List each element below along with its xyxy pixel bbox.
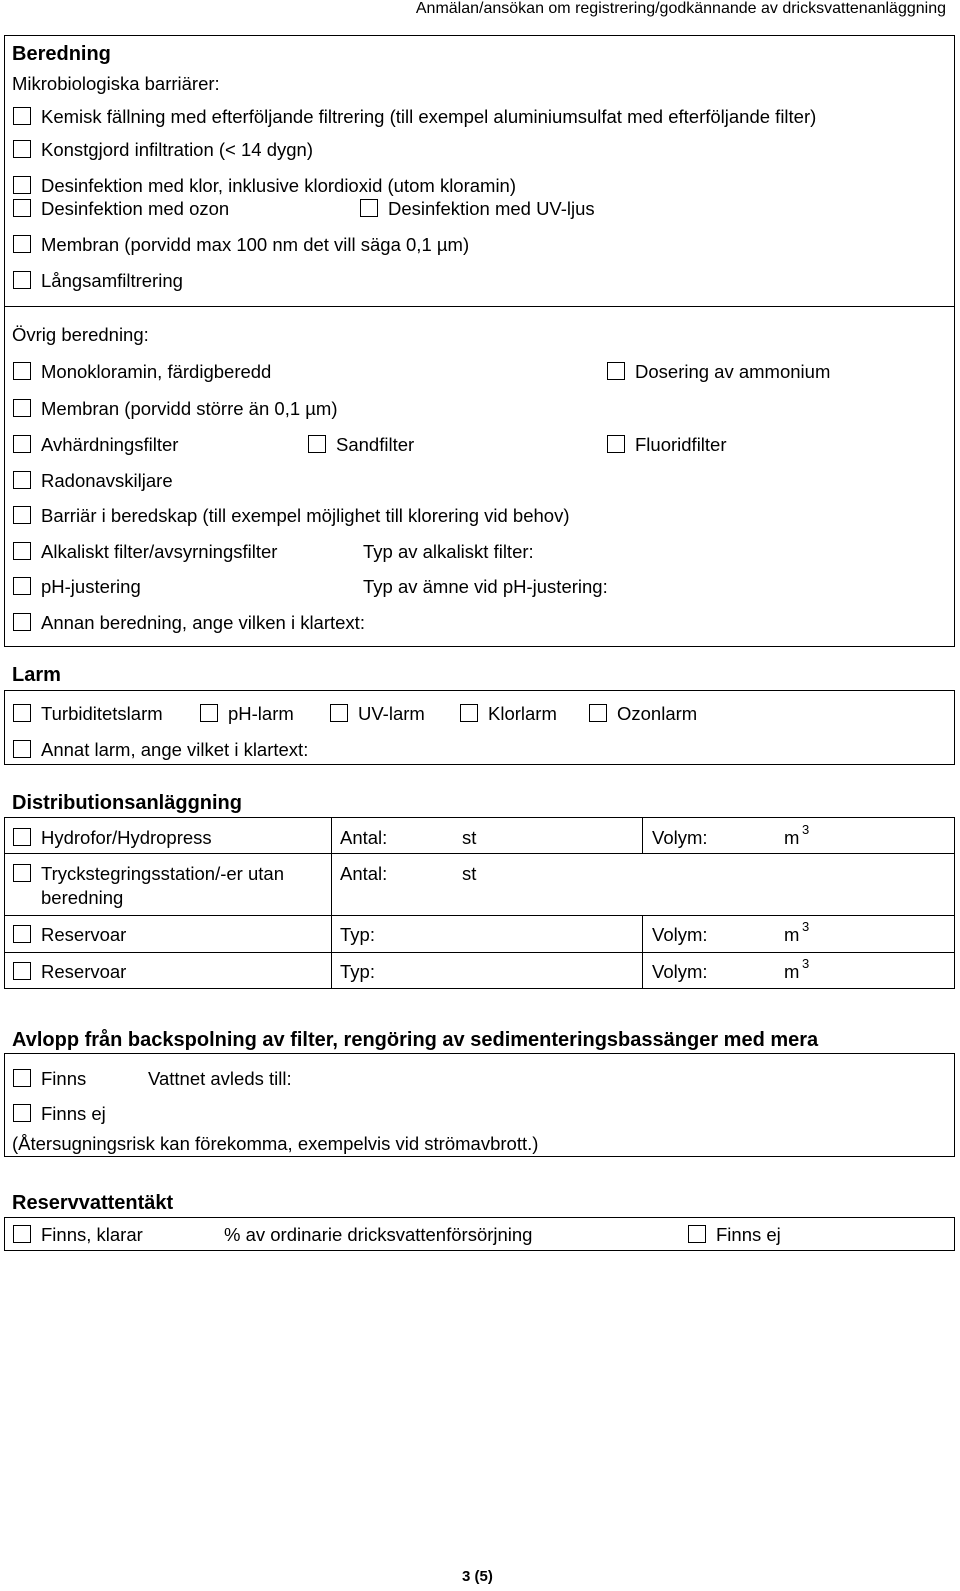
volym-label: Volym: [652, 961, 708, 982]
checkbox-ph-justering[interactable] [13, 577, 31, 595]
checkbox-fluoridfilter[interactable] [607, 435, 625, 453]
kemisk-fallning-label: Kemisk fällning med efterföljande filtrering (till exempel aluminiumsulfat med efterföljande filter) [41, 106, 817, 127]
sandfilter-label: Sandfilter [336, 434, 415, 455]
table-row-divider [4, 915, 955, 916]
table-column-divider [642, 817, 643, 853]
checkbox-avhardningsfilter[interactable] [13, 435, 31, 453]
other-treatment-label: Övrig beredning: [12, 324, 149, 345]
volym-label: Volym: [652, 924, 708, 945]
checkbox-klorlarm[interactable] [460, 704, 478, 722]
checkbox-reserv-finns-ej[interactable] [688, 1225, 706, 1243]
vattnet-avleds-label: Vattnet avleds till: [148, 1068, 292, 1089]
checkbox-sandfilter[interactable] [308, 435, 326, 453]
checkbox-langsamfiltrering[interactable] [13, 271, 31, 289]
reservoar-label: Reservoar [41, 924, 127, 945]
desinfektion-klor-label: Desinfektion med klor, inklusive klordioxid (utom kloramin) [41, 175, 517, 196]
barriar-beredskap-label: Barriär i beredskap (till exempel möjlighet till klorering vid behov) [41, 505, 570, 526]
larm-title: Larm [12, 664, 61, 686]
reserv-finns-label: Finns, klarar [41, 1224, 143, 1245]
divider [4, 306, 955, 307]
checkbox-tryckstegring[interactable] [13, 864, 31, 882]
alkaliskt-filter-label: Alkaliskt filter/avsyrningsfilter [41, 541, 278, 562]
typ-label: Typ: [340, 924, 375, 945]
desinfektion-uv-label: Desinfektion med UV-ljus [388, 198, 595, 219]
checkbox-desinfektion-klor[interactable] [13, 176, 31, 194]
distribution-title: Distributionsanläggning [12, 792, 242, 814]
checkbox-konstgjord-infiltration[interactable] [13, 140, 31, 158]
annan-beredning-label: Annan beredning, ange vilken i klartext: [41, 612, 365, 633]
checkbox-monokloramin[interactable] [13, 362, 31, 380]
page-number: 3 (5) [462, 1568, 493, 1585]
unit-m: m [784, 827, 800, 848]
avlopp-finns-ej-label: Finns ej [41, 1103, 106, 1124]
checkbox-kemisk-fallning[interactable] [13, 107, 31, 125]
uv-larm-label: UV-larm [358, 703, 425, 724]
avhardningsfilter-label: Avhärdningsfilter [41, 434, 179, 455]
checkbox-membran-max[interactable] [13, 235, 31, 253]
checkbox-alkaliskt-filter[interactable] [13, 542, 31, 560]
desinfektion-ozon-label: Desinfektion med ozon [41, 198, 230, 219]
checkbox-uv-larm[interactable] [330, 704, 348, 722]
beredning-title: Beredning [12, 43, 111, 65]
turbiditetslarm-label: Turbiditetslarm [41, 703, 163, 724]
table-row-divider [4, 952, 955, 953]
checkbox-annan-beredning[interactable] [13, 613, 31, 631]
tryckstegring-label-cont: beredning [41, 887, 124, 908]
checkbox-desinfektion-ozon[interactable] [13, 199, 31, 217]
ph-substance-label: Typ av ämne vid pH-justering: [363, 576, 608, 597]
unit-m: m [784, 961, 800, 982]
hydrofor-label: Hydrofor/Hydropress [41, 827, 212, 848]
checkbox-desinfektion-uv[interactable] [360, 199, 378, 217]
fluoridfilter-label: Fluoridfilter [635, 434, 727, 455]
checkbox-avlopp-finns-ej[interactable] [13, 1104, 31, 1122]
ph-justering-label: pH-justering [41, 576, 141, 597]
checkbox-radonavskiljare[interactable] [13, 471, 31, 489]
checkbox-ph-larm[interactable] [200, 704, 218, 722]
reserv-title: Reservvattentäkt [12, 1192, 174, 1214]
typ-label: Typ: [340, 961, 375, 982]
dosering-ammonium-label: Dosering av ammonium [635, 361, 831, 382]
membran-storre-label: Membran (porvidd större än 0,1 µm) [41, 398, 338, 419]
tryckstegring-label: Tryckstegringsstation/-er utan [41, 863, 284, 884]
table-column-divider [331, 817, 332, 989]
klorlarm-label: Klorlarm [488, 703, 557, 724]
checkbox-reservoar[interactable] [13, 925, 31, 943]
unit-exponent: 3 [802, 956, 810, 971]
reserv-finns-ej-label: Finns ej [716, 1224, 781, 1245]
checkbox-barriar-beredskap[interactable] [13, 506, 31, 524]
micro-barriers-label: Mikrobiologiska barriärer: [12, 73, 220, 94]
table-column-divider [642, 915, 643, 989]
checkbox-dosering-ammonium[interactable] [607, 362, 625, 380]
checkbox-turbiditetslarm[interactable] [13, 704, 31, 722]
checkbox-annat-larm[interactable] [13, 740, 31, 758]
checkbox-avlopp-finns[interactable] [13, 1069, 31, 1087]
monokloramin-label: Monokloramin, färdigberedd [41, 361, 272, 382]
volym-label: Volym: [652, 827, 708, 848]
alkaline-type-label: Typ av alkaliskt filter: [363, 541, 534, 562]
running-header: Anmälan/ansökan om registrering/godkännande av dricksvattenanläggning [415, 0, 946, 17]
annat-larm-label: Annat larm, ange vilket i klartext: [41, 739, 309, 760]
checkbox-membran-storre[interactable] [13, 399, 31, 417]
reservoar-label: Reservoar [41, 961, 127, 982]
ozonlarm-label: Ozonlarm [617, 703, 698, 724]
konstgjord-infiltration-label: Konstgjord infiltration (< 14 dygn) [41, 139, 313, 160]
checkbox-reservoar-2[interactable] [13, 962, 31, 980]
ph-larm-label: pH-larm [228, 703, 294, 724]
avlopp-note: (Återsugningsrisk kan förekomma, exempelvis vid strömavbrott.) [12, 1133, 539, 1154]
unit-st: st [462, 863, 477, 884]
avlopp-title: Avlopp från backspolning av filter, rengöring av sedimenteringsbassänger med mera [12, 1029, 819, 1051]
antal-label: Antal: [340, 863, 388, 884]
langsamfiltrering-label: Långsamfiltrering [41, 270, 183, 291]
unit-st: st [462, 827, 477, 848]
membran-max-label: Membran (porvidd max 100 nm det vill säga 0,1 µm) [41, 234, 470, 255]
checkbox-reserv-finns[interactable] [13, 1225, 31, 1243]
unit-exponent: 3 [802, 822, 810, 837]
table-row-divider [4, 853, 955, 854]
unit-exponent: 3 [802, 919, 810, 934]
checkbox-ozonlarm[interactable] [589, 704, 607, 722]
reserv-percent-label: % av ordinarie dricksvattenförsörjning [224, 1224, 533, 1245]
checkbox-hydrofor[interactable] [13, 828, 31, 846]
avlopp-finns-label: Finns [41, 1068, 87, 1089]
antal-label: Antal: [340, 827, 388, 848]
unit-m: m [784, 924, 800, 945]
radonavskiljare-label: Radonavskiljare [41, 470, 173, 491]
